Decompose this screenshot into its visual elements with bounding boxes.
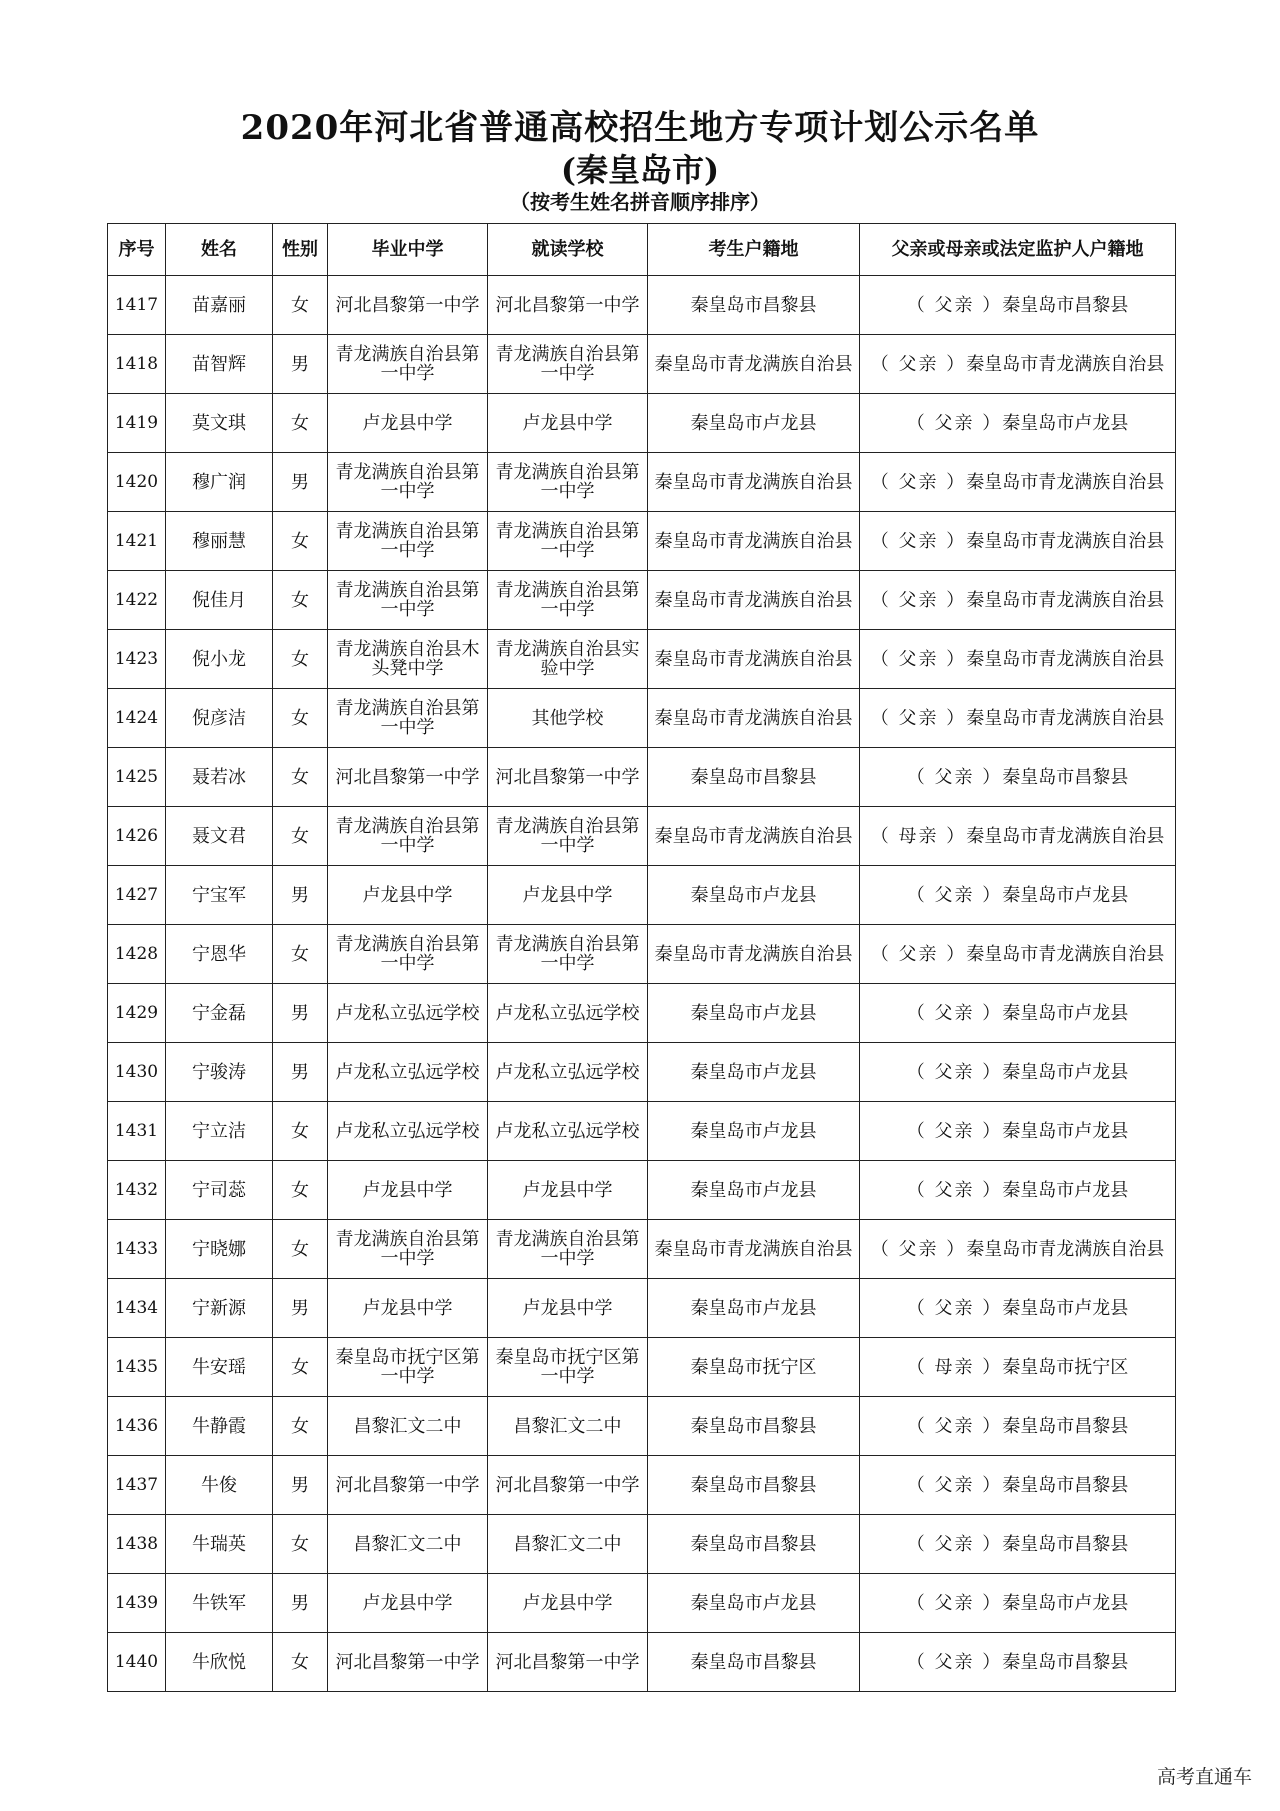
cell-name: 牛瑞英 xyxy=(166,1515,273,1574)
cell-study-school: 河北昌黎第一中学 xyxy=(488,276,648,335)
cell-study-school: 卢龙县中学 xyxy=(488,394,648,453)
cell-gender: 女 xyxy=(273,807,328,866)
cell-no: 1432 xyxy=(108,1161,166,1220)
table-row xyxy=(108,1102,1176,1161)
cell-gender: 女 xyxy=(273,1397,328,1456)
cell-name: 苗智辉 xyxy=(166,335,273,394)
guardian-place: 秦皇岛市青龙满族自治县 xyxy=(966,530,1165,552)
cell-gender: 男 xyxy=(273,1574,328,1633)
table-row xyxy=(108,1515,1176,1574)
guardian-place: 秦皇岛市卢龙县 xyxy=(1002,884,1129,906)
guardian-relation: （ 母亲 ） xyxy=(870,825,967,847)
cell-gender: 女 xyxy=(273,1220,328,1279)
cell-grad-school: 青龙满族自治县第一中学 xyxy=(328,512,488,571)
table-row xyxy=(108,925,1176,984)
cell-grad-school: 卢龙县中学 xyxy=(328,866,488,925)
cell-name: 穆广润 xyxy=(166,453,273,512)
guardian-relation: （ 父亲 ） xyxy=(906,1120,1003,1142)
cell-name: 苗嘉丽 xyxy=(166,276,273,335)
cell-residence: 秦皇岛市卢龙县 xyxy=(648,1043,860,1102)
cell-study-school: 卢龙私立弘远学校 xyxy=(488,1043,648,1102)
cell-name: 宁骏涛 xyxy=(166,1043,273,1102)
guardian-relation: （ 父亲 ） xyxy=(906,1533,1003,1555)
cell-residence: 秦皇岛市昌黎县 xyxy=(648,1515,860,1574)
guardian-place: 秦皇岛市卢龙县 xyxy=(1002,1179,1129,1201)
table-row xyxy=(108,453,1176,512)
cell-gender: 女 xyxy=(273,276,328,335)
guardian-relation: （ 父亲 ） xyxy=(906,1297,1003,1319)
cell-guardian-residence xyxy=(860,453,1176,512)
guardian-place: 秦皇岛市青龙满族自治县 xyxy=(966,1238,1165,1260)
cell-guardian-residence xyxy=(860,512,1176,571)
cell-residence: 秦皇岛市卢龙县 xyxy=(648,866,860,925)
cell-no: 1427 xyxy=(108,866,166,925)
cell-guardian-residence xyxy=(860,276,1176,335)
cell-study-school: 青龙满族自治县第一中学 xyxy=(488,453,648,512)
header-gender: 性别 xyxy=(273,224,328,276)
cell-guardian-residence xyxy=(860,571,1176,630)
cell-no: 1429 xyxy=(108,984,166,1043)
cell-study-school: 卢龙私立弘远学校 xyxy=(488,1102,648,1161)
cell-name: 宁立洁 xyxy=(166,1102,273,1161)
cell-guardian-residence xyxy=(860,748,1176,807)
cell-grad-school: 青龙满族自治县第一中学 xyxy=(328,925,488,984)
cell-guardian-residence xyxy=(860,1456,1176,1515)
cell-residence: 秦皇岛市青龙满族自治县 xyxy=(648,512,860,571)
cell-guardian-residence xyxy=(860,1515,1176,1574)
cell-study-school: 河北昌黎第一中学 xyxy=(488,748,648,807)
guardian-relation: （ 父亲 ） xyxy=(906,1474,1003,1496)
cell-no: 1438 xyxy=(108,1515,166,1574)
table-row xyxy=(108,1397,1176,1456)
cell-guardian-residence xyxy=(860,1633,1176,1692)
cell-guardian-residence xyxy=(860,1161,1176,1220)
table-row xyxy=(108,1574,1176,1633)
cell-name: 倪佳月 xyxy=(166,571,273,630)
cell-guardian-residence xyxy=(860,1220,1176,1279)
watermark: 高考直通车 xyxy=(1156,1766,1252,1788)
table-row xyxy=(108,748,1176,807)
guardian-place: 秦皇岛市青龙满族自治县 xyxy=(966,943,1165,965)
cell-residence: 秦皇岛市青龙满族自治县 xyxy=(648,1220,860,1279)
guardian-place: 秦皇岛市卢龙县 xyxy=(1002,1120,1129,1142)
cell-grad-school: 青龙满族自治县第一中学 xyxy=(328,1220,488,1279)
cell-guardian-residence xyxy=(860,925,1176,984)
cell-study-school: 青龙满族自治县第一中学 xyxy=(488,512,648,571)
cell-gender: 男 xyxy=(273,1043,328,1102)
guardian-relation: （ 父亲 ） xyxy=(906,1179,1003,1201)
table-row xyxy=(108,1279,1176,1338)
page-title: 2020年河北省普通高校招生地方专项计划公示名单 xyxy=(240,108,1040,148)
cell-no: 1417 xyxy=(108,276,166,335)
cell-guardian-residence xyxy=(860,807,1176,866)
guardian-place: 秦皇岛市昌黎县 xyxy=(1002,1651,1129,1673)
cell-no: 1431 xyxy=(108,1102,166,1161)
cell-name: 宁新源 xyxy=(166,1279,273,1338)
guardian-relation: （ 父亲 ） xyxy=(906,1061,1003,1083)
table-row xyxy=(108,630,1176,689)
cell-grad-school: 青龙满族自治县第一中学 xyxy=(328,689,488,748)
table-row xyxy=(108,394,1176,453)
guardian-relation: （ 父亲 ） xyxy=(870,471,967,493)
cell-residence: 秦皇岛市青龙满族自治县 xyxy=(648,807,860,866)
cell-guardian-residence xyxy=(860,630,1176,689)
table-row xyxy=(108,571,1176,630)
guardian-relation: （ 父亲 ） xyxy=(906,884,1003,906)
table-row xyxy=(108,807,1176,866)
guardian-place: 秦皇岛市卢龙县 xyxy=(1002,1002,1129,1024)
cell-study-school: 卢龙县中学 xyxy=(488,1279,648,1338)
cell-no: 1423 xyxy=(108,630,166,689)
header-grad-school: 毕业中学 xyxy=(328,224,488,276)
cell-study-school: 青龙满族自治县第一中学 xyxy=(488,571,648,630)
header-no: 序号 xyxy=(108,224,166,276)
table-header-row xyxy=(108,224,1176,276)
header-guardian-residence: 父亲或母亲或法定监护人户籍地 xyxy=(860,224,1176,276)
cell-residence: 秦皇岛市昌黎县 xyxy=(648,276,860,335)
cell-residence: 秦皇岛市卢龙县 xyxy=(648,1279,860,1338)
cell-study-school: 青龙满族自治县第一中学 xyxy=(488,807,648,866)
table-row xyxy=(108,984,1176,1043)
cell-name: 宁宝军 xyxy=(166,866,273,925)
cell-residence: 秦皇岛市青龙满族自治县 xyxy=(648,925,860,984)
cell-grad-school: 河北昌黎第一中学 xyxy=(328,276,488,335)
cell-guardian-residence xyxy=(860,1279,1176,1338)
header-name: 姓名 xyxy=(166,224,273,276)
cell-grad-school: 青龙满族自治县木头凳中学 xyxy=(328,630,488,689)
table-row xyxy=(108,512,1176,571)
cell-grad-school: 青龙满族自治县第一中学 xyxy=(328,335,488,394)
cell-residence: 秦皇岛市昌黎县 xyxy=(648,1397,860,1456)
cell-grad-school: 青龙满族自治县第一中学 xyxy=(328,453,488,512)
guardian-relation: （ 父亲 ） xyxy=(906,766,1003,788)
guardian-place: 秦皇岛市昌黎县 xyxy=(1002,1533,1129,1555)
cell-study-school: 卢龙县中学 xyxy=(488,866,648,925)
cell-name: 莫文琪 xyxy=(166,394,273,453)
cell-name: 牛静霞 xyxy=(166,1397,273,1456)
cell-gender: 女 xyxy=(273,1338,328,1397)
table-row xyxy=(108,1456,1176,1515)
cell-guardian-residence xyxy=(860,1102,1176,1161)
cell-guardian-residence xyxy=(860,1574,1176,1633)
cell-gender: 男 xyxy=(273,984,328,1043)
table-body xyxy=(108,276,1176,1692)
cell-no: 1437 xyxy=(108,1456,166,1515)
cell-grad-school: 卢龙县中学 xyxy=(328,1574,488,1633)
guardian-place: 秦皇岛市卢龙县 xyxy=(1002,1592,1129,1614)
cell-gender: 女 xyxy=(273,630,328,689)
table-row xyxy=(108,1161,1176,1220)
table-row xyxy=(108,1338,1176,1397)
cell-study-school: 青龙满族自治县实验中学 xyxy=(488,630,648,689)
guardian-relation: （ 父亲 ） xyxy=(870,707,967,729)
cell-grad-school: 卢龙县中学 xyxy=(328,1279,488,1338)
guardian-relation: （ 父亲 ） xyxy=(906,1415,1003,1437)
guardian-relation: （ 父亲 ） xyxy=(870,1238,967,1260)
cell-study-school: 青龙满族自治县第一中学 xyxy=(488,335,648,394)
cell-grad-school: 河北昌黎第一中学 xyxy=(328,1633,488,1692)
cell-residence: 秦皇岛市青龙满族自治县 xyxy=(648,689,860,748)
cell-study-school: 卢龙县中学 xyxy=(488,1161,648,1220)
cell-name: 宁恩华 xyxy=(166,925,273,984)
guardian-relation: （ 父亲 ） xyxy=(870,353,967,375)
guardian-relation: （ 父亲 ） xyxy=(870,530,967,552)
cell-no: 1420 xyxy=(108,453,166,512)
cell-study-school: 昌黎汇文二中 xyxy=(488,1515,648,1574)
roster-table xyxy=(107,223,1176,1692)
table-row xyxy=(108,1220,1176,1279)
guardian-relation: （ 父亲 ） xyxy=(906,412,1003,434)
cell-guardian-residence xyxy=(860,335,1176,394)
header-study-school: 就读学校 xyxy=(488,224,648,276)
cell-no: 1418 xyxy=(108,335,166,394)
cell-no: 1436 xyxy=(108,1397,166,1456)
cell-study-school: 河北昌黎第一中学 xyxy=(488,1456,648,1515)
cell-no: 1430 xyxy=(108,1043,166,1102)
table-row xyxy=(108,1043,1176,1102)
cell-no: 1426 xyxy=(108,807,166,866)
cell-study-school: 秦皇岛市抚宁区第一中学 xyxy=(488,1338,648,1397)
cell-study-school: 青龙满族自治县第一中学 xyxy=(488,925,648,984)
cell-name: 宁司蕊 xyxy=(166,1161,273,1220)
cell-grad-school: 河北昌黎第一中学 xyxy=(328,748,488,807)
cell-no: 1439 xyxy=(108,1574,166,1633)
guardian-relation: （ 父亲 ） xyxy=(906,1002,1003,1024)
table-row xyxy=(108,866,1176,925)
guardian-relation: （ 父亲 ） xyxy=(906,1592,1003,1614)
cell-gender: 女 xyxy=(273,1515,328,1574)
sort-note: （按考生姓名拼音顺序排序） xyxy=(510,190,770,214)
table-row xyxy=(108,689,1176,748)
guardian-place: 秦皇岛市卢龙县 xyxy=(1002,1061,1129,1083)
cell-study-school: 卢龙县中学 xyxy=(488,1574,648,1633)
cell-residence: 秦皇岛市卢龙县 xyxy=(648,1161,860,1220)
cell-guardian-residence xyxy=(860,1338,1176,1397)
cell-residence: 秦皇岛市昌黎县 xyxy=(648,748,860,807)
guardian-relation: （ 父亲 ） xyxy=(906,1651,1003,1673)
guardian-relation: （ 父亲 ） xyxy=(870,943,967,965)
cell-study-school: 昌黎汇文二中 xyxy=(488,1397,648,1456)
cell-grad-school: 卢龙私立弘远学校 xyxy=(328,1043,488,1102)
cell-grad-school: 昌黎汇文二中 xyxy=(328,1397,488,1456)
cell-gender: 男 xyxy=(273,453,328,512)
cell-grad-school: 卢龙私立弘远学校 xyxy=(328,984,488,1043)
cell-grad-school: 卢龙县中学 xyxy=(328,1161,488,1220)
cell-residence: 秦皇岛市青龙满族自治县 xyxy=(648,630,860,689)
guardian-relation: （ 父亲 ） xyxy=(870,589,967,611)
cell-residence: 秦皇岛市青龙满族自治县 xyxy=(648,453,860,512)
guardian-relation: （ 母亲 ） xyxy=(906,1356,1003,1378)
cell-gender: 女 xyxy=(273,394,328,453)
cell-name: 牛欣悦 xyxy=(166,1633,273,1692)
cell-study-school: 河北昌黎第一中学 xyxy=(488,1633,648,1692)
cell-no: 1428 xyxy=(108,925,166,984)
cell-gender: 女 xyxy=(273,1161,328,1220)
guardian-place: 秦皇岛市昌黎县 xyxy=(1002,766,1129,788)
guardian-place: 秦皇岛市青龙满族自治县 xyxy=(966,353,1165,375)
cell-name: 牛安瑶 xyxy=(166,1338,273,1397)
cell-name: 宁金磊 xyxy=(166,984,273,1043)
guardian-place: 秦皇岛市青龙满族自治县 xyxy=(966,648,1165,670)
guardian-place: 秦皇岛市昌黎县 xyxy=(1002,1474,1129,1496)
cell-residence: 秦皇岛市昌黎县 xyxy=(648,1456,860,1515)
cell-gender: 女 xyxy=(273,512,328,571)
cell-gender: 女 xyxy=(273,689,328,748)
cell-no: 1419 xyxy=(108,394,166,453)
header-residence: 考生户籍地 xyxy=(648,224,860,276)
cell-grad-school: 卢龙私立弘远学校 xyxy=(328,1102,488,1161)
cell-grad-school: 卢龙县中学 xyxy=(328,394,488,453)
cell-grad-school: 昌黎汇文二中 xyxy=(328,1515,488,1574)
cell-residence: 秦皇岛市卢龙县 xyxy=(648,1574,860,1633)
table-row xyxy=(108,335,1176,394)
cell-name: 倪小龙 xyxy=(166,630,273,689)
cell-study-school: 其他学校 xyxy=(488,689,648,748)
cell-no: 1434 xyxy=(108,1279,166,1338)
guardian-place: 秦皇岛市青龙满族自治县 xyxy=(966,589,1165,611)
cell-name: 聂若冰 xyxy=(166,748,273,807)
cell-no: 1440 xyxy=(108,1633,166,1692)
guardian-place: 秦皇岛市青龙满族自治县 xyxy=(966,471,1165,493)
table-row xyxy=(108,276,1176,335)
cell-no: 1433 xyxy=(108,1220,166,1279)
cell-name: 倪彦洁 xyxy=(166,689,273,748)
cell-no: 1425 xyxy=(108,748,166,807)
cell-grad-school: 秦皇岛市抚宁区第一中学 xyxy=(328,1338,488,1397)
guardian-relation: （ 父亲 ） xyxy=(870,648,967,670)
guardian-relation: （ 父亲 ） xyxy=(906,294,1003,316)
cell-gender: 女 xyxy=(273,571,328,630)
cell-no: 1421 xyxy=(108,512,166,571)
cell-study-school: 青龙满族自治县第一中学 xyxy=(488,1220,648,1279)
cell-guardian-residence xyxy=(860,1397,1176,1456)
cell-gender: 女 xyxy=(273,925,328,984)
cell-grad-school: 青龙满族自治县第一中学 xyxy=(328,807,488,866)
cell-residence: 秦皇岛市青龙满族自治县 xyxy=(648,335,860,394)
cell-name: 聂文君 xyxy=(166,807,273,866)
cell-gender: 女 xyxy=(273,748,328,807)
cell-guardian-residence xyxy=(860,984,1176,1043)
cell-guardian-residence xyxy=(860,866,1176,925)
cell-gender: 男 xyxy=(273,866,328,925)
guardian-place: 秦皇岛市抚宁区 xyxy=(1002,1356,1129,1378)
cell-grad-school: 青龙满族自治县第一中学 xyxy=(328,571,488,630)
cell-guardian-residence xyxy=(860,689,1176,748)
cell-name: 宁晓娜 xyxy=(166,1220,273,1279)
cell-gender: 男 xyxy=(273,1456,328,1515)
guardian-place: 秦皇岛市卢龙县 xyxy=(1002,412,1129,434)
cell-gender: 女 xyxy=(273,1633,328,1692)
cell-residence: 秦皇岛市抚宁区 xyxy=(648,1338,860,1397)
cell-no: 1435 xyxy=(108,1338,166,1397)
cell-guardian-residence xyxy=(860,394,1176,453)
cell-gender: 女 xyxy=(273,1102,328,1161)
cell-name: 牛铁军 xyxy=(166,1574,273,1633)
cell-name: 牛俊 xyxy=(166,1456,273,1515)
guardian-place: 秦皇岛市昌黎县 xyxy=(1002,294,1129,316)
cell-residence: 秦皇岛市青龙满族自治县 xyxy=(648,571,860,630)
cell-gender: 男 xyxy=(273,335,328,394)
cell-guardian-residence xyxy=(860,1043,1176,1102)
cell-residence: 秦皇岛市昌黎县 xyxy=(648,1633,860,1692)
cell-residence: 秦皇岛市卢龙县 xyxy=(648,394,860,453)
guardian-place: 秦皇岛市昌黎县 xyxy=(1002,1415,1129,1437)
cell-no: 1424 xyxy=(108,689,166,748)
cell-no: 1422 xyxy=(108,571,166,630)
cell-residence: 秦皇岛市卢龙县 xyxy=(648,984,860,1043)
cell-grad-school: 河北昌黎第一中学 xyxy=(328,1456,488,1515)
guardian-place: 秦皇岛市青龙满族自治县 xyxy=(966,707,1165,729)
table-row xyxy=(108,1633,1176,1692)
cell-name: 穆丽慧 xyxy=(166,512,273,571)
cell-gender: 男 xyxy=(273,1279,328,1338)
guardian-place: 秦皇岛市青龙满族自治县 xyxy=(966,825,1165,847)
cell-study-school: 卢龙私立弘远学校 xyxy=(488,984,648,1043)
guardian-place: 秦皇岛市卢龙县 xyxy=(1002,1297,1129,1319)
cell-residence: 秦皇岛市卢龙县 xyxy=(648,1102,860,1161)
city-subtitle: (秦皇岛市) xyxy=(560,151,720,189)
